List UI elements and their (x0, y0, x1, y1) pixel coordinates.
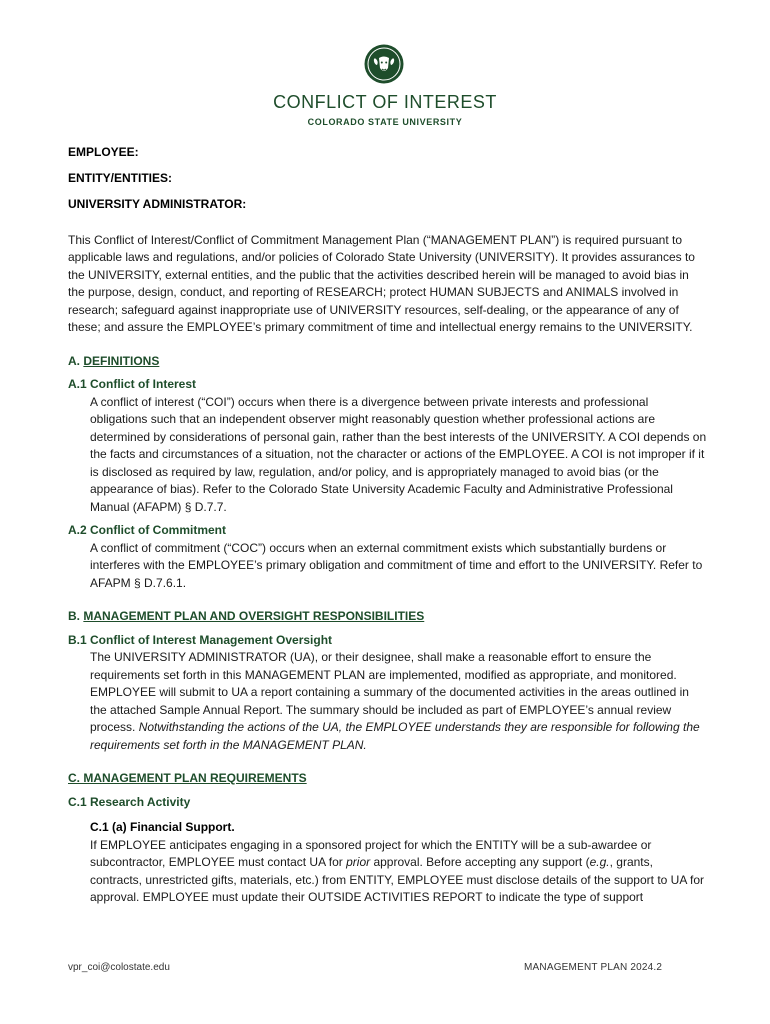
entity-label: ENTITY/ENTITIES: (68, 171, 173, 185)
section-b-prefix: B. (68, 609, 84, 623)
brand-title: CONFLICT OF INTEREST (273, 92, 497, 112)
section-a-title: DEFINITIONS (83, 353, 160, 368)
c1a-heading: C.1 (a) Financial Support. (90, 820, 235, 834)
c1a-text (68, 837, 708, 907)
b1-text (68, 649, 708, 754)
c1a-part-2: approval. Before accepting any support ( (370, 855, 590, 869)
c1a-part-1: If EMPLOYEE anticipates engaging in a sponsored project for which the ENTITY will be a sub-awardee or subcontractor, EMPLOYEE must contact UA for (90, 837, 652, 869)
c1a-part-3: , grants, contracts, unrestricted gifts, materials, etc.) from ENTITY, EMPLOYEE must disclose details of the support to UA for approval. EMPLOYEE must update their OUTSIDE ACTIVITIES REPORT to indicate the type of support (90, 855, 705, 904)
a1-text: A conflict of interest (“COI”) occurs when there is a divergence between private interests and professional obligations such that an independent observer might reasonably question whether professional actions are determined by considerations of personal gain, rather than the best interests of the UNIVERSITY. A COI depends on the facts and circumstances of a situation, not the character or actions of the EMPLOYEE. A COI is not improper if it is disclosed as required by law, regulation, and/or policy, and is appropriately managed to avoid bias (or the appearance of bias). Refer to the Colorado State University Academic Faculty and Administrative Professional Manual (AFAPM) § D.7.7. (90, 394, 707, 514)
a2-text: A conflict of commitment (“COC”) occurs when an external commitment exists which substantially burdens or interferes with the EMPLOYEE’s primary obligation and commitment of time and effort to the UNIVERSITY. Refer to AFAPM § D.7.6.1. (90, 540, 703, 590)
b1-italic-note: Notwithstanding the actions of the UA, the EMPLOYEE understands they are responsible for following the requirements set forth in the MANAGEMENT PLAN. (90, 720, 700, 752)
section-a-heading (68, 353, 708, 371)
c1a-italic-eg: e.g. (589, 855, 610, 869)
section-c-title: C. MANAGEMENT PLAN REQUIREMENTS (68, 771, 307, 785)
footer-version: MANAGEMENT PLAN 2024.2 (524, 962, 663, 973)
employee-label: EMPLOYEE: (68, 145, 139, 159)
section-b-title: MANAGEMENT PLAN AND OVERSIGHT RESPONSIBILITIES (83, 609, 425, 623)
section-c-heading (68, 770, 708, 788)
a1-heading: A.1 Conflict of Interest (68, 377, 197, 391)
csu-ram-seal-icon (364, 44, 404, 84)
intro-paragraph: This Conflict of Interest/Conflict of Commitment Management Plan (“MANAGEMENT PLAN”) is required pursuant to applicable laws and regulations, and/or policies of Colorado State University (UNIVERSITY). It provides assurances to the UNIVERSITY, external entities, and the public that the activities described herein will be managed to avoid bias in the purpose, design, conduct, and reporting of RESEARCH; protect HUMAN SUBJECTS and ANIMALS involved in research; safeguard against inappropriate use of UNIVERSITY resources, self-dealing, or the appearance of any of these; and assure the EMPLOYEE’s primary commitment of time and intellectual energy remains to the UNIVERSITY. (68, 232, 695, 334)
c1-heading: C.1 Research Activity (68, 794, 191, 809)
section-a-prefix: A. (68, 353, 84, 368)
c1a-italic-prior: prior (346, 855, 371, 869)
document-body (68, 144, 708, 907)
b1-heading: B.1 Conflict of Interest Management Oversight (68, 632, 333, 647)
brand-subtitle: COLORADO STATE UNIVERSITY (307, 117, 463, 127)
footer-email: vpr_coi@colostate.edu (68, 962, 170, 973)
administrator-label: UNIVERSITY ADMINISTRATOR: (68, 197, 247, 211)
section-b-heading (68, 608, 708, 626)
a2-heading: A.2 Conflict of Commitment (68, 523, 226, 537)
b1-body: The UNIVERSITY ADMINISTRATOR (UA), or their designee, shall make a reasonable effort to ensure the requirements set forth in this MANAGEMENT PLAN are implemented, modified as appropriate, and monitored. EMPLOYEE will submit to UA a report containing a summary of the documented activities in the areas outlined in the attached Sample Annual Report. The summary should be included as part of EMPLOYEE’s annual review process. (90, 650, 689, 734)
